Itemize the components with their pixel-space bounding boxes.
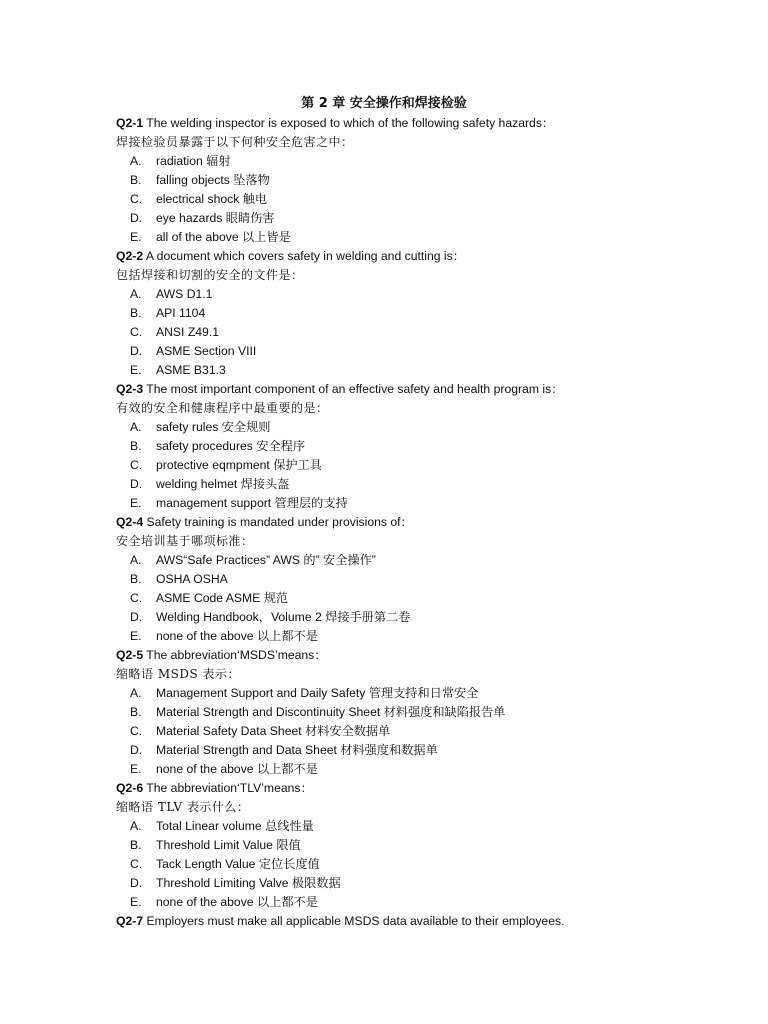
answer-option: [130, 608, 410, 627]
option-text: AWS D1.1: [156, 287, 213, 301]
question-text-cn: 缩略语 MSDS 表示：: [116, 667, 240, 681]
answer-option: [130, 285, 212, 304]
answer-option: [130, 760, 318, 779]
question-number: Q2-7: [116, 914, 144, 928]
question-text-cn: 焊接检验员暴露于以下何种安全危害之中：: [116, 135, 354, 149]
option-letter: C.: [130, 591, 143, 605]
answer-option: [130, 589, 288, 608]
answer-option: [130, 323, 219, 342]
question-7: [116, 912, 564, 931]
answer-option: [130, 190, 267, 209]
option-letter: B.: [130, 705, 142, 719]
question-text-en: The most important component of an effective safety and health program is：: [146, 382, 564, 396]
answer-option: [130, 722, 390, 741]
option-letter: E.: [130, 496, 142, 510]
option-text: Material Strength and Data Sheet 材料强度和数据单: [156, 743, 438, 757]
answer-option: [130, 361, 226, 380]
option-text: API 1104: [156, 306, 206, 320]
question-text-cn: 包括焊接和切割的安全的文件是：: [116, 268, 304, 282]
answer-option: [130, 836, 301, 855]
answer-option: [130, 171, 270, 190]
question-4: [116, 513, 413, 532]
question-number: Q2-6: [116, 781, 144, 795]
answer-option: [130, 437, 305, 456]
option-letter: A.: [130, 420, 142, 434]
question-number: Q2-1: [116, 116, 144, 130]
question-text-en: The abbreviation‘TLV’means：: [146, 781, 313, 795]
answer-option: [130, 475, 289, 494]
answer-option: [130, 703, 506, 722]
option-text: eye hazards 眼睛伤害: [156, 211, 275, 225]
option-text: none of the above 以上都不是: [156, 895, 318, 909]
option-letter: A.: [130, 819, 142, 833]
option-text: electrical shock 触电: [156, 192, 268, 206]
option-text: ASME B31.3: [156, 363, 226, 377]
answer-option: [130, 551, 376, 570]
question-text-en: Safety training is mandated under provisions of：: [146, 515, 413, 529]
option-letter: D.: [130, 344, 143, 358]
question-text-en: Employers must make all applicable MSDS data available to their employees.: [146, 914, 565, 928]
option-letter: E.: [130, 895, 142, 909]
answer-option: [130, 741, 438, 760]
option-letter: D.: [130, 610, 143, 624]
question-5: [116, 646, 326, 665]
option-text: Material Safety Data Sheet 材料安全数据单: [156, 724, 391, 738]
option-text: ASME Code ASME 规范: [156, 591, 289, 605]
option-letter: B.: [130, 838, 142, 852]
option-letter: E.: [130, 363, 142, 377]
option-text: welding helmet 焊接头盔: [156, 477, 290, 491]
option-letter: A.: [130, 154, 142, 168]
option-letter: D.: [130, 743, 143, 757]
option-text: Total Linear volume 总线性量: [156, 819, 314, 833]
option-text: all of the above 以上皆是: [156, 230, 291, 244]
option-text: none of the above 以上都不是: [156, 762, 318, 776]
option-letter: E.: [130, 629, 142, 643]
option-text: Threshold Limiting Valve 极限数据: [156, 876, 341, 890]
option-text: Welding Handbook，Volume 2 焊接手册第二卷: [156, 610, 411, 624]
option-text: protective eqmpment 保护工具: [156, 458, 322, 472]
answer-option: [130, 152, 231, 171]
option-text: ANSI Z49.1: [156, 325, 219, 339]
question-number: Q2-4: [116, 515, 144, 529]
chapter-title: 第 2 章 安全操作和焊接检验: [301, 96, 467, 111]
option-letter: B.: [130, 306, 142, 320]
question-text-en: The welding inspector is exposed to which of the following safety hazards：: [146, 116, 555, 130]
question-number: Q2-2: [116, 249, 144, 263]
option-letter: C.: [130, 192, 143, 206]
question-text-cn: 安全培训基于哪项标准：: [116, 534, 254, 548]
option-text: OSHA OSHA: [156, 572, 228, 586]
option-text: ASME Section VIII: [156, 344, 257, 358]
option-text: radiation 辐射: [156, 154, 231, 168]
option-letter: D.: [130, 211, 143, 225]
option-letter: D.: [130, 876, 143, 890]
option-letter: A.: [130, 287, 142, 301]
option-text: safety rules 安全规则: [156, 420, 271, 434]
answer-option: [130, 627, 318, 646]
option-text: Tack Length Value 定位长度值: [156, 857, 320, 871]
answer-option: [130, 570, 228, 589]
option-text: Material Strength and Discontinuity Sheet 材料强度和缺陷报告单: [156, 705, 506, 719]
option-letter: C.: [130, 458, 143, 472]
answer-option: [130, 456, 322, 475]
question-text-cn: 有效的安全和健康程序中最重要的是：: [116, 401, 329, 415]
option-letter: C.: [130, 325, 143, 339]
option-text: safety procedures 安全程序: [156, 439, 306, 453]
option-letter: A.: [130, 686, 142, 700]
option-letter: A.: [130, 553, 142, 567]
answer-option: [130, 893, 318, 912]
answer-option: [130, 418, 270, 437]
option-letter: C.: [130, 724, 143, 738]
answer-option: [130, 209, 275, 228]
answer-option: [130, 684, 478, 703]
option-letter: D.: [130, 477, 143, 491]
option-letter: B.: [130, 173, 142, 187]
option-letter: E.: [130, 230, 142, 244]
answer-option: [130, 874, 341, 893]
answer-option: [130, 855, 320, 874]
option-text: Management Support and Daily Safety 管理支持和日常安全: [156, 686, 479, 700]
option-text: falling objects 坠落物: [156, 173, 270, 187]
question-number: Q2-5: [116, 648, 144, 662]
question-text-cn: 缩略语 TLV 表示什么：: [116, 800, 250, 814]
option-letter: B.: [130, 572, 142, 586]
option-letter: C.: [130, 857, 143, 871]
option-text: none of the above 以上都不是: [156, 629, 318, 643]
question-1: [116, 114, 554, 133]
question-number: Q2-3: [116, 382, 144, 396]
answer-option: [130, 342, 256, 361]
answer-option: [130, 304, 205, 323]
question-6: [116, 779, 313, 798]
answer-option: [130, 494, 348, 513]
option-text: Threshold Limit Value 限值: [156, 838, 301, 852]
option-text: management support 管理层的支持: [156, 496, 348, 510]
option-text: AWS“Safe Practices” AWS 的” 安全操作”: [156, 553, 376, 567]
question-2: [116, 247, 465, 266]
question-text-en: A document which covers safety in welding and cutting is：: [145, 249, 465, 263]
option-letter: B.: [130, 439, 142, 453]
option-letter: E.: [130, 762, 142, 776]
answer-option: [130, 228, 291, 247]
question-3: [116, 380, 563, 399]
answer-option: [130, 817, 314, 836]
question-text-en: The abbreviation‘MSDS’means：: [146, 648, 327, 662]
